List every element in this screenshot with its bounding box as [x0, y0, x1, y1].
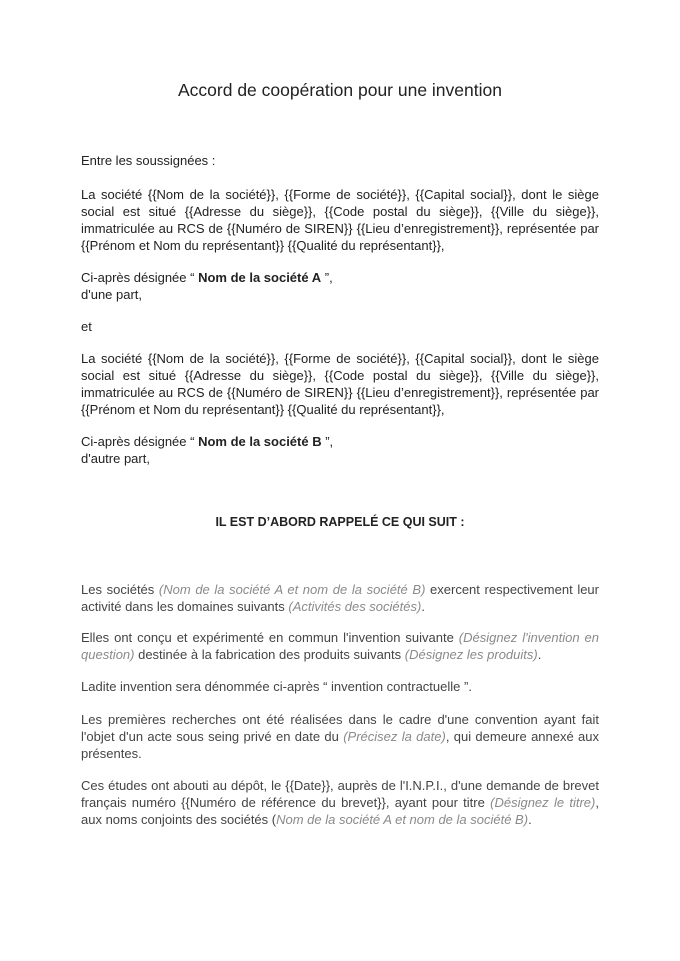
party-a-name: Nom de la société A: [198, 270, 322, 285]
recital-heading: IL EST D’ABORD RAPPELÉ CE QUI SUIT :: [215, 515, 465, 529]
party-a-designation-prefix: Ci-après désignée “: [81, 270, 199, 285]
para1-text-3: .: [421, 599, 425, 614]
party-b-designation-suffix: ”,: [321, 434, 334, 449]
party-a-part: d'une part,: [81, 287, 143, 302]
para1-placeholder-1: (Nom de la société A et nom de la société B): [158, 582, 426, 597]
para4-text-1: Les premières recherches ont été réalisées dans le cadre d'une convention ayant fait l'objet d'un acte sous seing privé en date du: [81, 712, 599, 744]
recital-paragraph-3: Ladite invention sera dénommée ci-après “ invention contractuelle ”.: [81, 679, 472, 694]
and-connector: et: [81, 319, 92, 334]
para5-placeholder-2: Nom de la société A et nom de la société B): [276, 812, 529, 827]
para5-placeholder-1: (Désignez le titre): [490, 795, 596, 810]
para4-text-2: , qui demeure annexé aux présentes.: [81, 729, 600, 761]
party-b-designation: [81, 433, 599, 467]
recital-paragraph-1: [81, 581, 599, 615]
recital-paragraph-5: [81, 777, 599, 828]
party-a-designation: [81, 269, 599, 303]
party-a-designation-suffix: ”,: [321, 270, 333, 285]
recital-paragraph-4: [81, 711, 599, 762]
para5-text-1: Ces études ont abouti au dépôt, le {{Date}}, auprès de l'I.N.P.I., d'une demande de brevet français numéro {{Numéro de référence du brevet}}, ayant pour titre: [81, 778, 599, 810]
para2-text-3: .: [537, 647, 542, 662]
para1-placeholder-2: (Activités des sociétés): [288, 599, 422, 614]
party-b-part: d'autre part,: [81, 451, 150, 466]
para2-text-2: destinée à la fabrication des produits suivants: [134, 647, 405, 662]
para1-text-1: Les sociétés: [81, 582, 159, 597]
para2-placeholder-1: (Désignez l'invention en question): [81, 630, 599, 662]
para2-placeholder-2: (Désignez les produits): [404, 647, 538, 662]
party-b-name: Nom de la société B: [198, 434, 322, 449]
party-b-description: La société {{Nom de la société}}, {{Forme de société}}, {{Capital social}}, dont le siège social est situé {{Adresse du siège}}, {{Code postal du siège}}, {{Ville du siège}}, immatriculée au RCS de {{Numéro de SIREN}} {{Lieu d’enregistrement}}, représentée par {{Prénom et Nom du représentant}} {{Qualité du représentant}},: [81, 351, 599, 417]
para5-text-3: .: [528, 812, 532, 827]
intro-text: Entre les soussignées :: [81, 153, 216, 168]
party-a-description: La société {{Nom de la société}}, {{Forme de société}}, {{Capital social}}, dont le siège social est situé {{Adresse du siège}}, {{Code postal du siège}}, {{Ville du siège}}, immatriculée au RCS de {{Numéro de SIREN}} {{Lieu d’enregistrement}}, représentée par {{Prénom et Nom du représentant}} {{Qualité du représentant}},: [81, 187, 599, 253]
para2-text-1: Elles ont conçu et expérimenté en commun l'invention suivante: [81, 630, 459, 645]
document-title: Accord de coopération pour une invention: [178, 80, 502, 100]
para4-placeholder-1: (Précisez la date): [343, 729, 446, 744]
recital-paragraph-2: [81, 629, 599, 663]
para5-text-2: , aux noms conjoints des sociétés (: [81, 795, 599, 827]
party-b-designation-prefix: Ci-après désignée “: [81, 434, 199, 449]
para1-text-2: exercent respectivement leur activité dans les domaines suivants: [81, 582, 599, 614]
